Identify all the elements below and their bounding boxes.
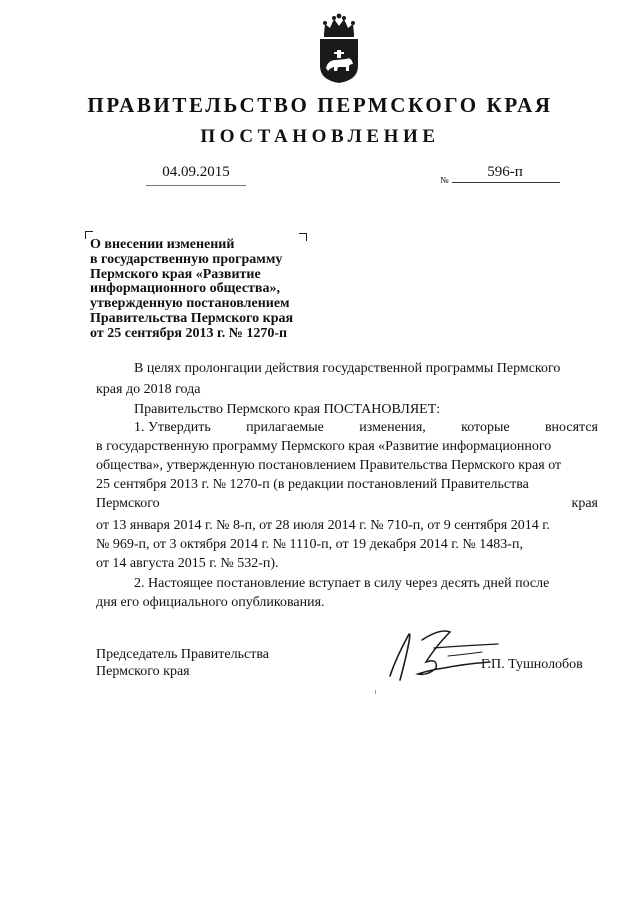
date-underline	[146, 185, 246, 186]
coat-of-arms-emblem	[316, 12, 362, 84]
government-title: ПРАВИТЕЛЬСТВО ПЕРМСКОГО КРАЯ	[87, 93, 553, 117]
paragraph-item-2-line: дня его официального опубликования.	[96, 595, 325, 610]
justified-word: вносятся	[544, 420, 598, 435]
paragraph-item-1-line: от 13 января 2014 г. № 8-п, от 28 июля 2014 г. № 710-п, от 9 сентября 2014 г.	[96, 518, 550, 533]
paragraph-item-1-line	[96, 496, 598, 512]
justified-word: 1. Утвердить	[134, 420, 211, 435]
paragraph-item-1-line: 25 сентября 2013 г. № 1270-п (в редакции постановлений Правительства	[96, 477, 529, 492]
subject-line: О внесении изменений	[90, 237, 235, 252]
number-underline	[452, 182, 560, 183]
justified-word: изменения,	[359, 420, 426, 435]
signatory-role-line: Пермского края	[96, 664, 190, 679]
justified-word: прилагаемые	[246, 420, 324, 435]
subject-line: утвержденную постановлением	[90, 296, 290, 312]
subject-line: Правительства Пермского края	[90, 310, 294, 326]
paragraph-item-1-line: общества», утвержденную постановлением Правительства Пермского края от	[96, 458, 562, 473]
document-number: 596-п	[487, 164, 523, 180]
handwritten-signature	[378, 618, 508, 688]
paragraph-purpose-line: края до 2018 года	[96, 382, 201, 397]
justified-word: Пермского	[96, 496, 160, 511]
paragraph-item-1-line: от 14 августа 2015 г. № 532-п).	[96, 556, 279, 571]
subject-line: Пермского края «Развитие	[90, 266, 261, 282]
justified-word: которые	[461, 420, 510, 435]
subject-line: от 25 сентября 2013 г. № 1270-п	[90, 325, 288, 341]
paragraph-item-1-line	[134, 420, 598, 436]
justified-word: края	[571, 496, 598, 511]
paragraph-item-1-line: № 969-п, от 3 октября 2014 г. № 1110-п, от 19 декабря 2014 г. № 1483-п,	[96, 537, 523, 552]
paragraph-resolves: Правительство Пермского края ПОСТАНОВЛЯЕТ:	[134, 402, 441, 417]
document-subject	[90, 238, 350, 342]
paragraph-item-2-line: 2. Настоящее постановление вступает в силу через десять дней после	[134, 576, 550, 591]
document-date: 04.09.2015	[162, 164, 230, 180]
subject-line: информационного общества»,	[90, 281, 280, 297]
document-type: ПОСТАНОВЛЕНИЕ	[200, 126, 440, 147]
signatory-role	[96, 646, 269, 680]
signatory-name: Г.П. Тушнолобов	[481, 657, 583, 672]
subject-line: в государственную программу	[90, 251, 283, 267]
number-sign: №	[440, 175, 449, 185]
paragraph-item-1-line: в государственную программу Пермского края «Развитие информационного	[96, 439, 552, 454]
paragraph-purpose-line: В целях пролонгации действия государственной программы Пермского	[134, 361, 561, 376]
signatory-role-line: Председатель Правительства	[96, 647, 269, 662]
scan-artifact	[375, 690, 376, 694]
